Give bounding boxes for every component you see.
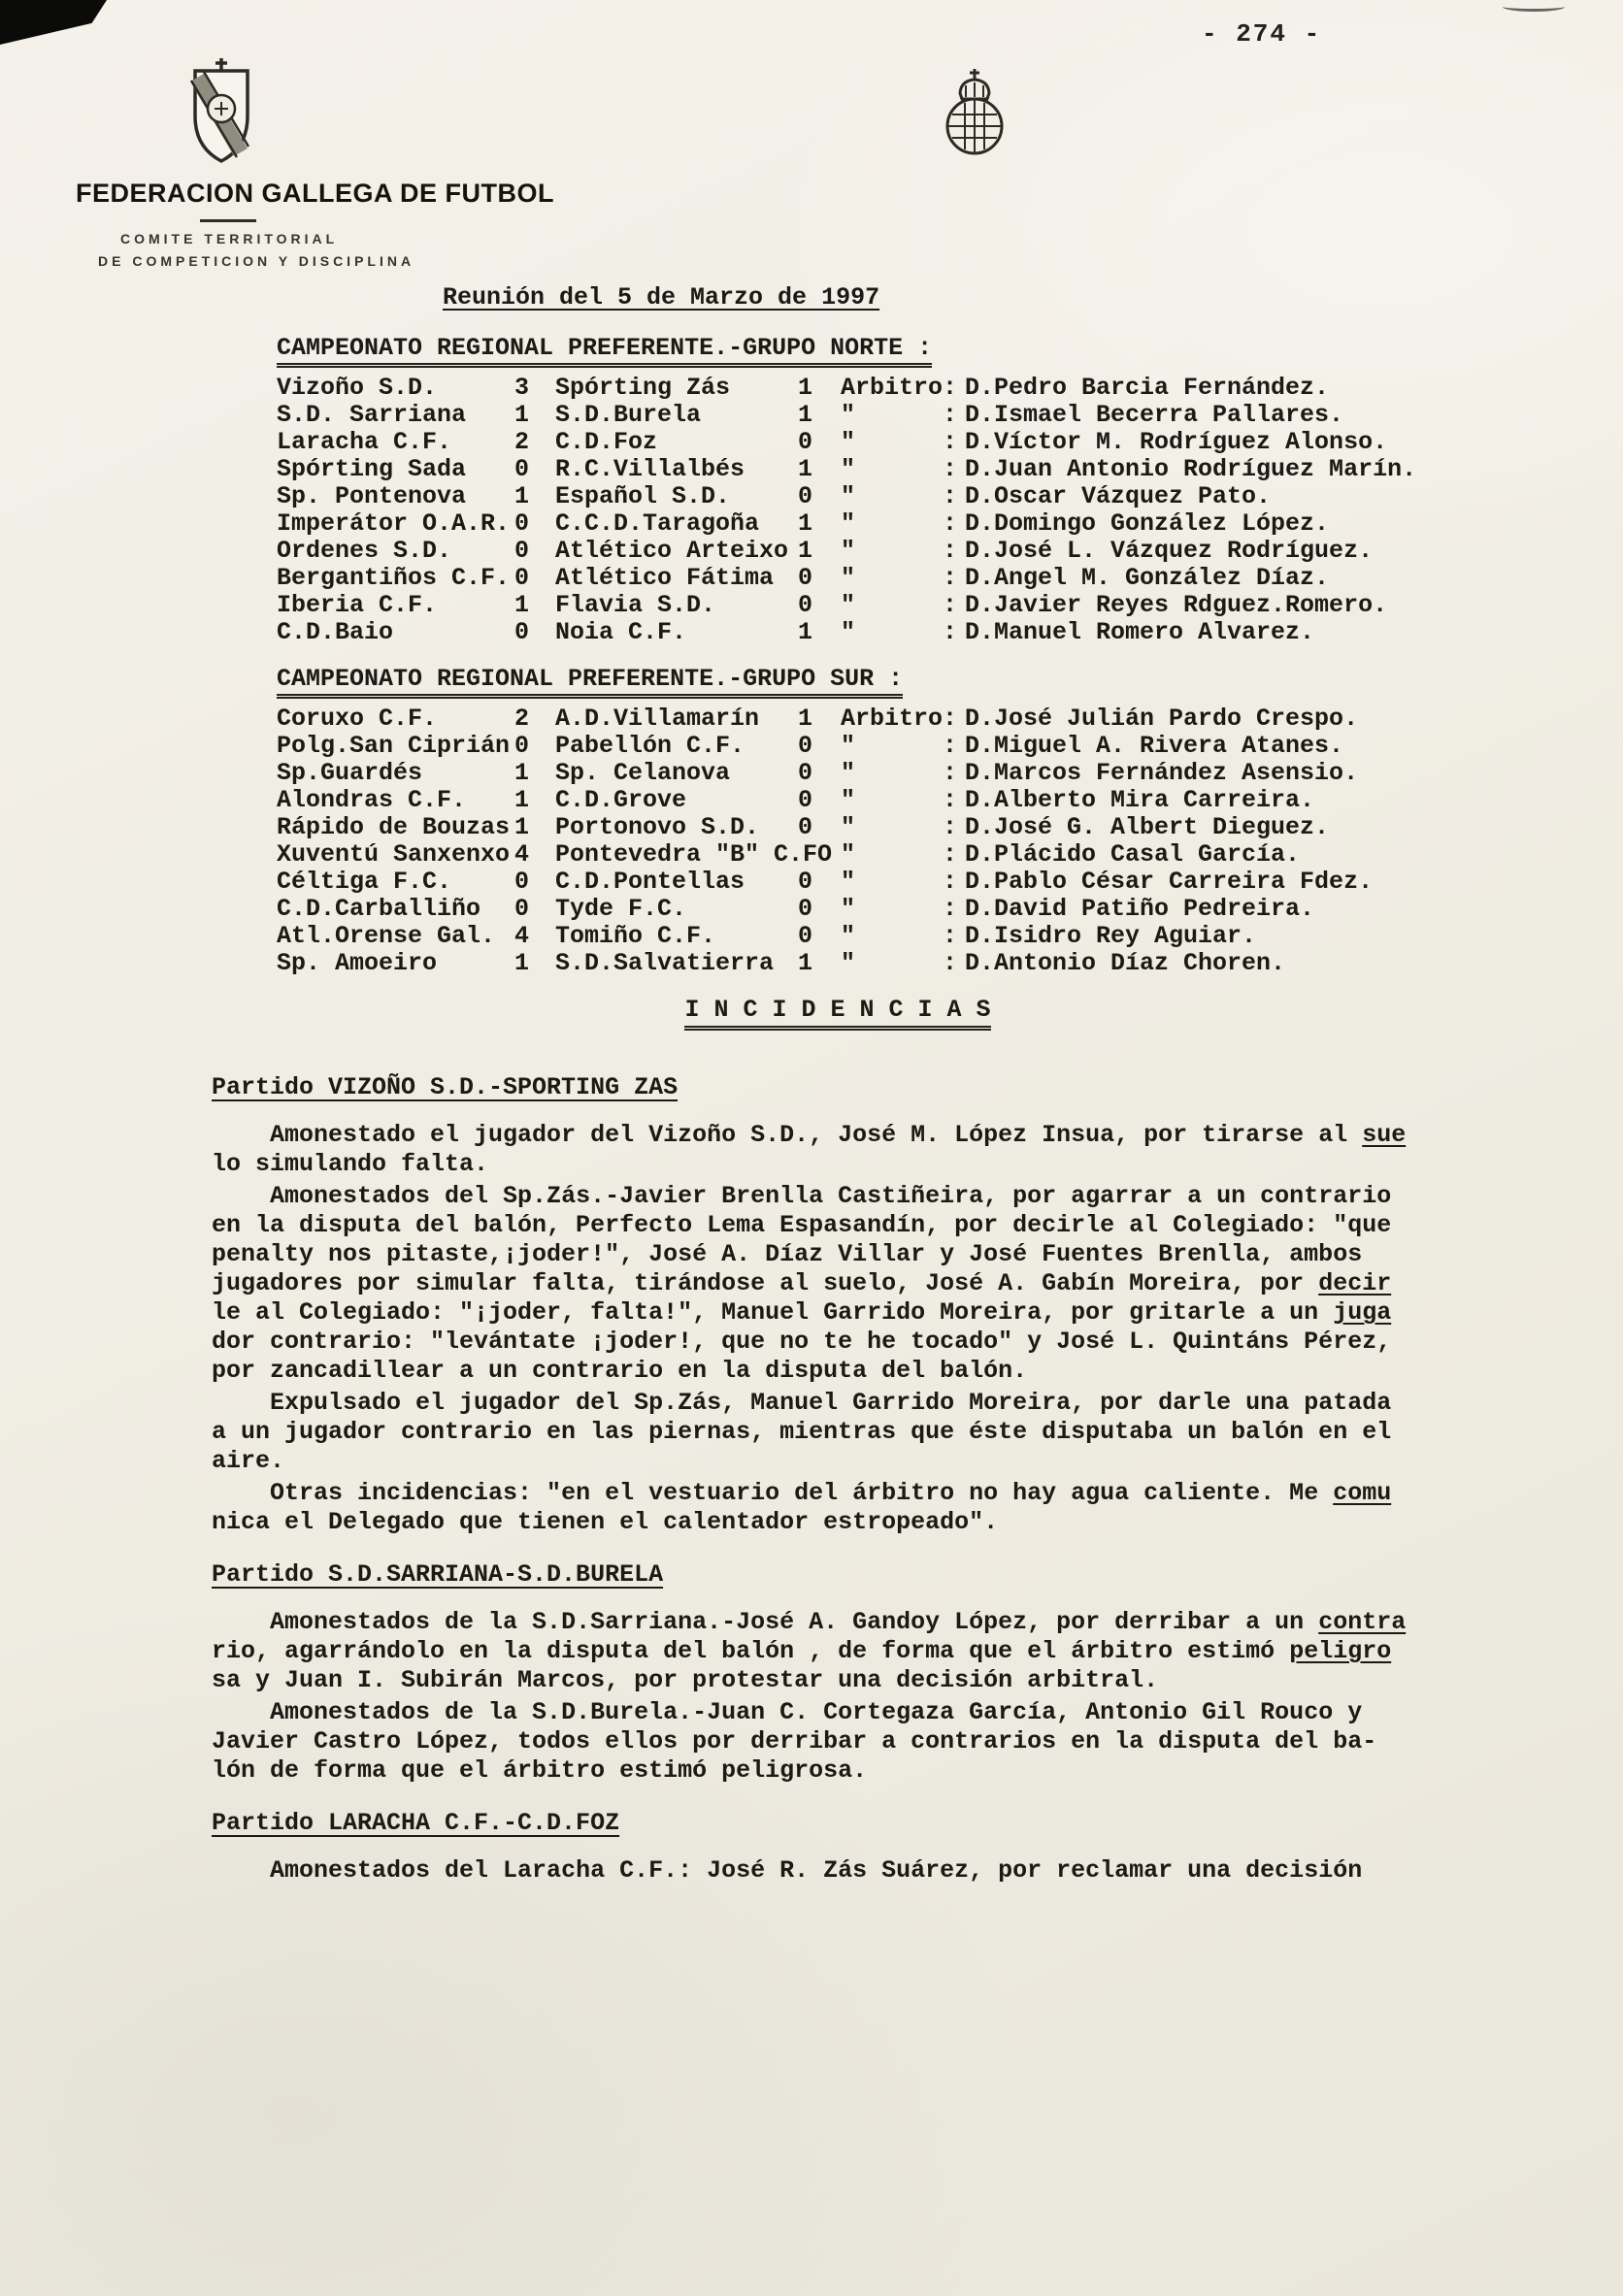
- away-team: C.C.D.Taragoña: [555, 509, 760, 538]
- home-team: Laracha C.F.: [277, 428, 452, 456]
- match-result-row: [277, 510, 1464, 538]
- referee-name: D.Alberto Mira Carreira.: [965, 786, 1315, 814]
- referee-name: D.Domingo González López.: [965, 509, 1330, 538]
- match-result-row: [277, 538, 1464, 565]
- referee-name: D.Ismael Becerra Pallares.: [965, 401, 1344, 429]
- referee-label: " :: [841, 537, 958, 565]
- incident-paragraph: Amonestados de la S.D.Sarriana.-José A. Gandoy López, por derribar a un contra rio, agarrándolo en la disputa del balón , de forma que el árbitro estimó peligro sa y Juan I. Subirán Marcos, por protestar una decisión arbitral.: [212, 1608, 1407, 1694]
- away-team: Atlético Fátima: [555, 564, 775, 592]
- away-team: Sp. Celanova: [555, 759, 731, 787]
- referee-name: D.Juan Antonio Rodríguez Marín.: [965, 455, 1417, 483]
- away-score: [798, 841, 841, 869]
- match-result-row: [277, 787, 1464, 814]
- match-result-row: [277, 565, 1464, 592]
- referee-label: Arbitro:: [841, 374, 958, 402]
- match-heading: Partido LARACHA C.F.-C.D.FOZ: [212, 1809, 620, 1837]
- home-team: Spórting Sada: [277, 455, 467, 483]
- referee-name: D.Isidro Rey Aguiar.: [965, 922, 1257, 950]
- away-team: S.D.Burela: [555, 401, 702, 429]
- home-score: 1: [514, 591, 530, 619]
- home-team: Iberia C.F.: [277, 591, 438, 619]
- home-score: 0: [514, 455, 530, 483]
- page-number: - 274 -: [1202, 19, 1322, 49]
- home-score: 2: [514, 705, 530, 733]
- home-score: 0: [514, 618, 530, 646]
- home-team: Sp. Pontenova: [277, 482, 467, 510]
- meeting-title-row: [212, 283, 1464, 312]
- home-score: 1: [514, 482, 530, 510]
- away-score: 1: [798, 455, 813, 483]
- referee-label: " :: [841, 868, 958, 896]
- home-score: 0: [514, 564, 530, 592]
- away-score: 1: [798, 401, 813, 429]
- home-team: Ordenes S.D.: [277, 537, 452, 565]
- results-tables: [277, 335, 1464, 977]
- away-score: 1: [798, 374, 813, 402]
- home-score: 2: [514, 428, 530, 456]
- away-team: Pabellón C.F.: [555, 732, 745, 760]
- club-crown-emblem-icon: [938, 68, 1011, 164]
- federation-shield-icon: [182, 56, 260, 170]
- away-team: S.D.Salvatierra: [555, 949, 775, 977]
- group-sur-header: CAMPEONATO REGIONAL PREFERENTE.-GRUPO SUR :: [277, 666, 903, 699]
- home-score: 0: [514, 509, 530, 538]
- match-result-row: [277, 923, 1464, 950]
- referee-label: " :: [841, 895, 958, 923]
- home-score: 4: [514, 922, 530, 950]
- match-section-laracha-foz: [212, 1809, 1464, 1886]
- match-result-row: [277, 402, 1464, 429]
- home-team: Céltiga F.C.: [277, 868, 452, 896]
- match-result-row: [277, 705, 1464, 733]
- referee-label: " :: [841, 732, 958, 760]
- away-team: Spórting Zás: [555, 374, 731, 402]
- committee-line-1: COMITE TERRITORIAL: [120, 231, 339, 246]
- referee-name: D.José Julián Pardo Crespo.: [965, 705, 1359, 733]
- referee-name: D.Angel M. González Díaz.: [965, 564, 1330, 592]
- home-team: Polg.San Ciprián: [277, 732, 511, 760]
- match-result-row: [277, 619, 1464, 646]
- incident-paragraph: Expulsado el jugador del Sp.Zás, Manuel Garrido Moreira, por darle una patada a un jugador contrario en las piernas, mientras que éste disputaba un balón en el aire.: [212, 1389, 1392, 1475]
- home-score: 1: [514, 759, 530, 787]
- match-heading: Partido S.D.SARRIANA-S.D.BURELA: [212, 1560, 664, 1589]
- referee-name: D.Plácido Casal García.: [965, 840, 1301, 869]
- incident-paragraph: Amonestado el jugador del Vizoño S.D., José M. López Insua, por tirarse al sue lo simulando falta.: [212, 1121, 1407, 1178]
- scan-edge-artifact: [1503, 2, 1565, 12]
- match-result-row: [277, 483, 1464, 510]
- away-score: 0: [798, 895, 813, 923]
- referee-label: " :: [841, 786, 958, 814]
- away-team: C.D.Foz: [555, 428, 658, 456]
- scan-corner-artifact: [0, 0, 107, 45]
- away-score: 0: [798, 813, 813, 841]
- home-team: Atl.Orense Gal.: [277, 922, 496, 950]
- incident-paragraph: Amonestados del Laracha C.F.: José R. Zás Suárez, por reclamar una decisión: [212, 1856, 1363, 1885]
- referee-label: " :: [841, 949, 958, 977]
- away-team: Tomiño C.F.: [555, 922, 716, 950]
- home-team: Bergantiños C.F.: [277, 564, 511, 592]
- match-result-row: [277, 733, 1464, 760]
- home-score: 0: [514, 537, 530, 565]
- away-team: C.D.Grove: [555, 786, 687, 814]
- home-team: C.D.Baio: [277, 618, 394, 646]
- home-team: Imperátor O.A.R.: [277, 509, 511, 538]
- letterhead-rule: [200, 219, 256, 222]
- group-norte-rows: [277, 375, 1464, 646]
- referee-label: " :: [841, 922, 958, 950]
- incidencias-title: I N C I D E N C I A S: [684, 997, 990, 1031]
- away-score: 0: [798, 482, 813, 510]
- home-score: 1: [514, 401, 530, 429]
- away-team: C.D.Pontellas: [555, 868, 745, 896]
- referee-label: " :: [841, 813, 958, 841]
- home-team: C.D.Carballiño: [277, 895, 481, 923]
- referee-name: D.Pablo César Carreira Fdez.: [965, 868, 1374, 896]
- group-sur-rows: [277, 705, 1464, 977]
- home-score: 0: [514, 732, 530, 760]
- document-content: [212, 283, 1464, 1909]
- away-team: Pontevedra "B" C.FO: [555, 840, 833, 869]
- match-result-row: [277, 950, 1464, 977]
- incident-paragraph: Amonestados de la S.D.Burela.-Juan C. Cortegaza García, Antonio Gil Rouco y Javier Castro López, todos ellos por derribar a contrarios en la disputa del ba- lón de forma que el árbitro estimó peligrosa.: [212, 1698, 1377, 1785]
- home-team: Sp. Amoeiro: [277, 949, 438, 977]
- home-score: 1: [514, 949, 530, 977]
- referee-name: D.Marcos Fernández Asensio.: [965, 759, 1359, 787]
- match-heading: Partido VIZOÑO S.D.-SPORTING ZAS: [212, 1073, 679, 1101]
- away-score: 1: [798, 618, 813, 646]
- home-score: 1: [514, 813, 530, 841]
- referee-label: " :: [841, 428, 958, 456]
- away-score: 0: [798, 786, 813, 814]
- results-group-sur: [277, 666, 1464, 977]
- incidencias-title-row: [212, 997, 1464, 1031]
- away-team: Flavia S.D.: [555, 591, 716, 619]
- referee-label: " :: [841, 455, 958, 483]
- match-result-row: [277, 869, 1464, 896]
- away-score: 0: [798, 564, 813, 592]
- away-team: Tyde F.C.: [555, 895, 687, 923]
- referee-label: " :: [841, 564, 958, 592]
- home-team: Vizoño S.D.: [277, 374, 438, 402]
- away-team: Español S.D.: [555, 482, 731, 510]
- away-score: 1: [798, 949, 813, 977]
- away-score: 0: [798, 868, 813, 896]
- referee-label: " :: [841, 509, 958, 538]
- away-score: 1: [798, 705, 813, 733]
- referee-name: D.Manuel Romero Alvarez.: [965, 618, 1315, 646]
- referee-label: " :: [841, 482, 958, 510]
- away-score: 1: [798, 537, 813, 565]
- referee-name: D.Javier Reyes Rdguez.Romero.: [965, 591, 1388, 619]
- away-team: Atlético Arteixo: [555, 537, 789, 565]
- referee-name: D.José G. Albert Dieguez.: [965, 813, 1330, 841]
- match-result-row: [277, 841, 1464, 869]
- match-result-row: [277, 456, 1464, 483]
- away-score: 0: [798, 732, 813, 760]
- home-score: 4: [514, 840, 530, 869]
- home-score: 3: [514, 374, 530, 402]
- home-score: 0: [514, 868, 530, 896]
- away-score: 0: [798, 922, 813, 950]
- home-score: 0: [514, 895, 530, 923]
- referee-label: " :: [841, 591, 958, 619]
- match-result-row: [277, 592, 1464, 619]
- referee-label: " :: [841, 840, 958, 869]
- away-score: 0: [798, 759, 813, 787]
- referee-name: D.Víctor M. Rodríguez Alonso.: [965, 428, 1388, 456]
- home-team: S.D. Sarriana: [277, 401, 467, 429]
- home-team: Coruxo C.F.: [277, 705, 438, 733]
- home-team: Alondras C.F.: [277, 786, 467, 814]
- match-result-row: [277, 429, 1464, 456]
- away-team: R.C.Villalbés: [555, 455, 745, 483]
- away-score: 0: [798, 428, 813, 456]
- match-paragraphs: [212, 1608, 1464, 1786]
- incident-paragraph: Otras incidencias: "en el vestuario del árbitro no hay agua caliente. Me comu nica el Delegado que tienen el calentador estropeado".: [212, 1479, 1392, 1536]
- away-team: Portonovo S.D.: [555, 813, 760, 841]
- referee-label: " :: [841, 759, 958, 787]
- home-score: 1: [514, 786, 530, 814]
- referee-name: D.Miguel A. Rivera Atanes.: [965, 732, 1344, 760]
- referee-name: D.Oscar Vázquez Pato.: [965, 482, 1272, 510]
- match-paragraphs: [212, 1856, 1464, 1886]
- referee-name: D.David Patiño Pedreira.: [965, 895, 1315, 923]
- home-team: Xuventú Sanxenxo: [277, 840, 511, 869]
- referee-name: D.Pedro Barcia Fernández.: [965, 374, 1330, 402]
- match-section-vizono-sporting: [212, 1073, 1464, 1537]
- away-team: A.D.Villamarín: [555, 705, 760, 733]
- referee-label: Arbitro:: [841, 705, 958, 733]
- match-paragraphs: [212, 1121, 1464, 1537]
- committee-line-2: DE COMPETICION Y DISCIPLINA: [98, 253, 415, 269]
- referee-label: " :: [841, 401, 958, 429]
- referee-label: " :: [841, 618, 958, 646]
- referee-name: D.Antonio Díaz Choren.: [965, 949, 1286, 977]
- home-team: Sp.Guardés: [277, 759, 423, 787]
- match-section-sarriana-burela: [212, 1560, 1464, 1786]
- group-norte-header: CAMPEONATO REGIONAL PREFERENTE.-GRUPO NORTE :: [277, 335, 932, 368]
- results-group-norte: [277, 335, 1464, 646]
- match-result-row: [277, 760, 1464, 787]
- away-team: Noia C.F.: [555, 618, 687, 646]
- match-result-row: [277, 375, 1464, 402]
- match-result-row: [277, 814, 1464, 841]
- meeting-title: Reunión del 5 de Marzo de 1997: [443, 283, 880, 312]
- referee-name: D.José L. Vázquez Rodríguez.: [965, 537, 1374, 565]
- away-score: 0: [798, 591, 813, 619]
- match-result-row: [277, 896, 1464, 923]
- organization-name: FEDERACION GALLEGA DE FUTBOL: [76, 179, 554, 208]
- away-score: 1: [798, 509, 813, 538]
- home-team: Rápido de Bouzas: [277, 813, 511, 841]
- incident-paragraph: Amonestados del Sp.Zás.-Javier Brenlla Castiñeira, por agarrar a un contrario en la disputa del balón, Perfecto Lema Espasandín, por decirle al Colegiado: "que penalty nos pitaste,¡joder!", José A. Díaz Villar y José Fuentes Brenlla, ambos jugadores por simular falta, tirándose al suelo, José A. Gabín Moreira, por decir le al Colegiado: "¡joder, falta!", Manuel Garrido Moreira, por gritarle a un juga dor contrario: "levántate ¡joder!, que no te he tocado" y José L. Quintáns Pérez, por zancadillear a un contrario en la disputa del balón.: [212, 1182, 1392, 1385]
